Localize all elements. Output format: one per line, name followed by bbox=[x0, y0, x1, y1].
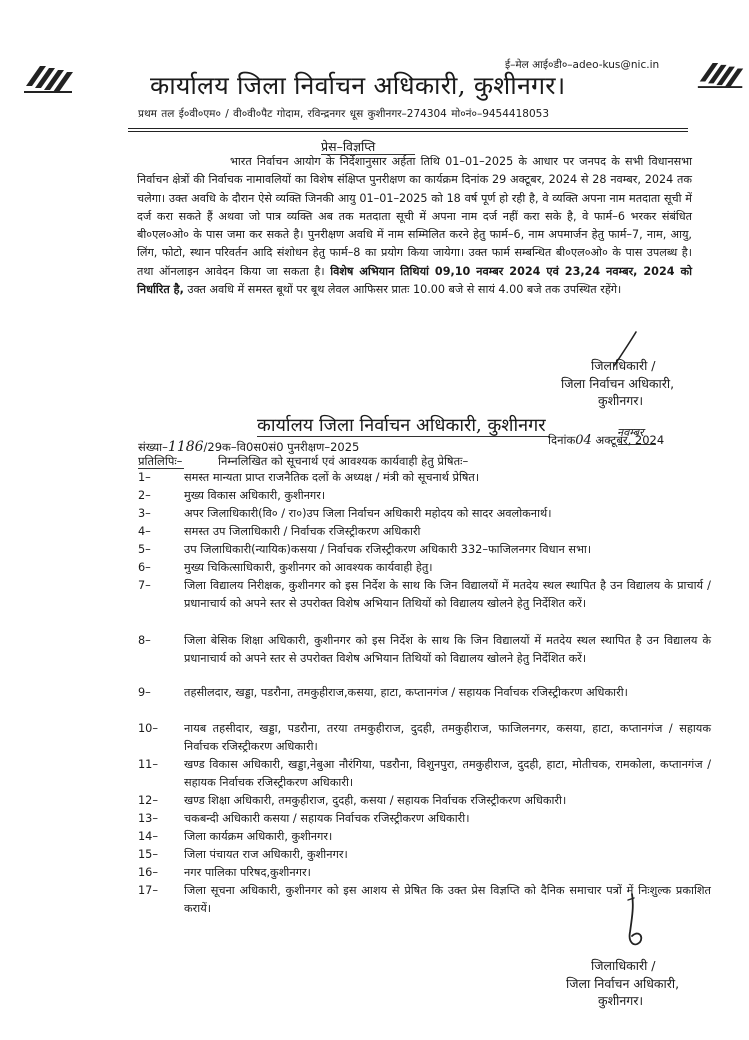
list-item bbox=[138, 684, 711, 702]
list-item-text: अपर जिलाधिकारी(वि० / रा०)उप जिला निर्वाचन अधिकारी महोदय को सादर अवलोकनार्थ। bbox=[184, 507, 552, 520]
list-item-text: खण्ड विकास अधिकारी, खड्डा,नेबुआ नौरंगिया, पडरौना, विशुनपुरा, तमकुहीराज, दुदही, हाटा, मोतीचक, रामकोला, कप्तानगंज / सहायक निर्वाचक रजिस्ट्रीकरण अधिकारी। bbox=[184, 758, 711, 790]
ref-prefix: संख्या– bbox=[138, 440, 168, 454]
date-year: , 2024 bbox=[627, 433, 665, 447]
list-item-text: समस्त मान्यता प्राप्त राजनैतिक दलों के अध्यक्ष / मंत्री को सूचनार्थ प्रेषित। bbox=[184, 471, 480, 484]
list-item-number: 12– bbox=[138, 794, 159, 807]
signatory-place: कुशीनगर। bbox=[598, 993, 644, 1008]
list-item-number: 17– bbox=[138, 884, 159, 897]
office-title-secondary: कार्यालय जिला निर्वाचन अधिकारी, कुशीनगर bbox=[257, 415, 546, 436]
signature-mark-icon bbox=[618, 892, 648, 954]
list-item bbox=[138, 828, 711, 846]
list-item bbox=[138, 810, 711, 828]
list-item-number: 11– bbox=[138, 758, 159, 771]
list-item-number: 10– bbox=[138, 722, 159, 735]
ref-number-handwritten: 1186 bbox=[167, 439, 204, 455]
date-month-struck: अक्टूबर bbox=[595, 433, 628, 447]
list-item-number: 14– bbox=[138, 830, 159, 843]
list-item bbox=[138, 846, 711, 864]
list-item-number: 13– bbox=[138, 812, 159, 825]
list-item-number: 8– bbox=[138, 634, 151, 647]
date-month-handwritten: नवम्बर bbox=[617, 426, 644, 439]
list-item-number: 7– bbox=[138, 579, 151, 592]
list-item bbox=[138, 792, 711, 810]
list-item bbox=[138, 577, 711, 613]
copy-label: प्रतिलिपिः– bbox=[138, 454, 183, 468]
eci-logo-icon bbox=[22, 62, 76, 96]
date-prefix: दिनांक bbox=[548, 433, 576, 447]
list-item-number: 4– bbox=[138, 525, 151, 538]
list-item bbox=[138, 541, 711, 559]
list-item-text: चकबन्दी अधिकारी कसया / सहायक निर्वाचक रजिस्ट्रीकरण अधिकारी। bbox=[184, 812, 470, 825]
email-address: ई–मेल आई०डी०–adeo-kus@nic.in bbox=[505, 59, 660, 71]
signatory-designation: जिला निर्वाचन अधिकारी, bbox=[566, 976, 680, 991]
list-item-number: 2– bbox=[138, 489, 151, 502]
signatory-title: जिलाधिकारी / bbox=[591, 958, 656, 973]
list-item-text: नायब तहसीदार, खड्डा, पडरौना, तरया तमकुहीराज, दुदही, तमकुहीराज, फाजिलनगर, कसया, हाटा, कप्तानगंज / सहायक निर्वाचक रजिस्ट्रीकरण अधिकारी। bbox=[184, 722, 711, 754]
ref-suffix: /29क–वि0स0सं0 पुनरीक्षण–2025 bbox=[203, 440, 360, 454]
list-item-text: मुख्य चिकित्साधिकारी, कुशीनगर को आवश्यक कार्यवाही हेतु। bbox=[184, 561, 433, 574]
press-release-title: प्रेस–विज्ञप्ति bbox=[321, 139, 376, 154]
date-day-handwritten: 04 bbox=[575, 433, 592, 448]
list-item-number: 1– bbox=[138, 471, 151, 484]
eci-logo-icon bbox=[696, 58, 746, 92]
list-item-text: मुख्य विकास अधिकारी, कुशीनगर। bbox=[184, 489, 326, 502]
header-rule bbox=[128, 128, 688, 129]
list-item-text: जिला सूचना अधिकारी, कुशीनगर को इस आशय से प्रेषित कि उक्त प्रेस विज्ञप्ति को दैनिक समाचार पत्रों में निःशुल्क प्रकाशित करायें। bbox=[184, 884, 711, 916]
list-item bbox=[138, 720, 711, 756]
list-item-number: 9– bbox=[138, 686, 151, 699]
list-item bbox=[138, 523, 711, 541]
list-item-text: जिला बेसिक शिक्षा अधिकारी, कुशीनगर को इस निर्देश के साथ कि जिन विद्यालयों में मतदेय स्थल स्थापित है उन विद्यालय के प्रधानाचार्य को अपने स्तर से उपरोक्त विशेष अभियान तिथियों को विद्यालय खोलने हेतु निर्देशित करें। bbox=[184, 634, 711, 666]
list-item-text: जिला कार्यक्रम अधिकारी, कुशीनगर। bbox=[184, 830, 333, 843]
signatory-title: जिलाधिकारी / bbox=[591, 358, 656, 373]
body-text: भारत निर्वाचन आयोग के निर्देशानुसार अर्हता तिथि 01–01–2025 के आधार पर जनपद के सभी विधानसभा निर्वाचन क्षेत्रों की निर्वाचक नामावलियों का विशेष संक्षिप्त पुनरीक्षण का कार्यक्रम दिनांक 29 अक्टूबर, 2024 से 28 नवम्बर, 2024 तक चलेगा। उक्त अवधि के दौरान ऐसे व्यक्ति जिनकी आयु 01–01–2025 को 18 वर्ष पूर्ण हो रही है, वे व्यक्ति अपना नाम मतदाता सूची में दर्ज करा सकते हैं अथवा जो पात्र व्यक्ति अब तक मतदाता सूची में अपना नाम दर्ज नहीं करा सके है, वे फार्म–6 भरकर संबंधित बी०एल०ओ० के पास जमा कर सकते है। पुनरीक्षण अवधि में नाम सम्मिलित करने हेतु फार्म–6, नाम अपमार्जन हेतु फार्म–7, नाम, आयु, लिंग, फोटो, स्थान परिवर्तन आदि संशोधन हेतु फार्म–8 का प्रयोग किया जायेगा। उक्त फार्म सम्बन्धित बी०एल०ओ० के पास उपलब्ध है। तथा ऑनलाइन आवेदन किया जा सकता है। bbox=[137, 155, 692, 278]
body-text: उक्त अवधि में समस्त बूथों पर बूथ लेवल आफिसर प्रातः 10.00 बजे से सायं 4.00 बजे तक उपस्थित रहेंगे। bbox=[187, 283, 622, 297]
body-bold-text: विशेष अभियान तिथियां 09,10 नवम्बर 2024 एवं 23,24 नवम्बर, 2024 को निर्धारित है, bbox=[137, 264, 692, 297]
list-item-number: 3– bbox=[138, 507, 151, 520]
list-item bbox=[138, 864, 711, 882]
list-item-text: तहसीलदार, खड्डा, पडरौना, तमकुहीराज,कसया, हाटा, कप्तानगंज / सहायक निर्वाचक रजिस्ट्रीकरण अधिकारी। bbox=[184, 686, 628, 699]
office-title: कार्यालय जिला निर्वाचन अधिकारी, कुशीनगर। bbox=[150, 71, 566, 100]
list-item bbox=[138, 559, 711, 577]
document-date bbox=[548, 433, 664, 448]
signatory-place: कुशीनगर। bbox=[598, 393, 644, 408]
list-item-text: समस्त उप जिलाधिकारी / निर्वाचक रजिस्ट्रीकरण अधिकारी bbox=[184, 525, 421, 538]
list-item bbox=[138, 505, 711, 523]
list-item bbox=[138, 469, 711, 487]
list-item-number: 6– bbox=[138, 561, 151, 574]
title-underline bbox=[257, 436, 550, 437]
press-release-body bbox=[137, 153, 692, 299]
list-item-number: 15– bbox=[138, 848, 159, 861]
list-item bbox=[138, 756, 711, 792]
list-item-text: जिला विद्यालय निरीक्षक, कुशीनगर को इस निर्देश के साथ कि जिन विद्यालयों में मतदेय स्थल स्थापित है उन विद्यालय के प्राचार्य / प्रधानाचार्य को अपने स्तर से उपरोक्त विशेष अभियान तिथियों को विद्यालय खोलने हेतु निर्देशित करें। bbox=[184, 579, 711, 611]
list-item-number: 5– bbox=[138, 543, 151, 556]
list-item-text: खण्ड शिक्षा अधिकारी, तमकुहीराज, दुदही, कसया / सहायक निर्वाचक रजिस्ट्रीकरण अधिकारी। bbox=[184, 794, 567, 807]
list-item-text: उप जिलाधिकारी(न्यायिक)कसया / निर्वाचक रजिस्ट्रीकरण अधिकारी 332–फाजिलनगर विधान सभा। bbox=[184, 543, 592, 556]
list-item bbox=[138, 487, 711, 505]
signatory-designation: जिला निर्वाचन अधिकारी, bbox=[561, 376, 675, 391]
list-item-text: नगर पालिका परिषद,कुशीनगर। bbox=[184, 866, 311, 879]
copy-instruction: निम्नलिखित को सूचनार्थ एवं आवश्यक कार्यवाही हेतु प्रेषितः– bbox=[218, 454, 469, 468]
strike-through bbox=[618, 444, 656, 445]
reference-number bbox=[138, 439, 359, 455]
office-address: प्रथम तल ई०वी०एम० / वी०वी०पैट गोदाम, रविन्द्रनगर धूस कुशीनगर–274304 मो०नं०–9454418053 bbox=[138, 108, 550, 120]
list-item-number: 16– bbox=[138, 866, 159, 879]
list-item bbox=[138, 632, 711, 668]
header-rule bbox=[128, 131, 688, 132]
list-item-text: जिला पंचायत राज अधिकारी, कुशीनगर। bbox=[184, 848, 348, 861]
